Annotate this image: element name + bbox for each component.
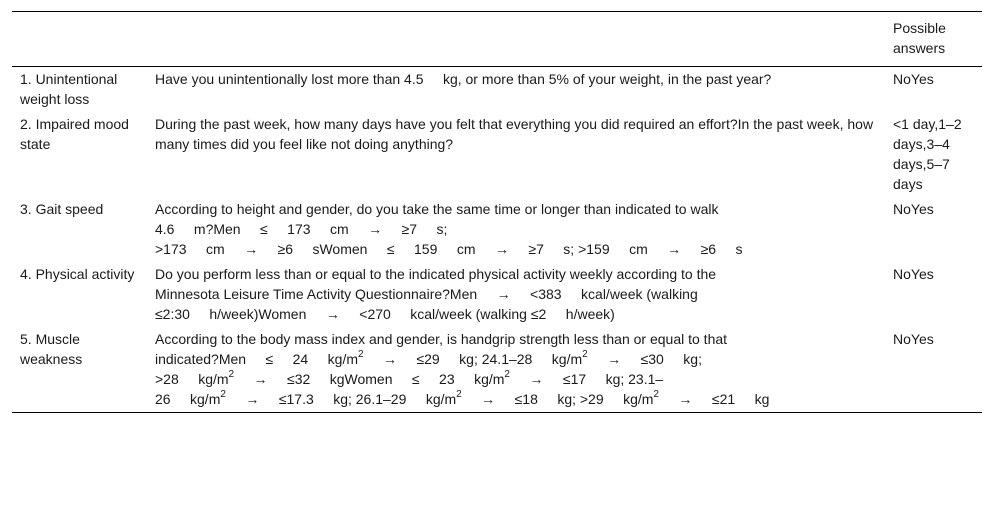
superscript: 2 [582,349,588,361]
question-line: Minnesota Leisure Time Activity Questionnaire?Men → <383 kcal/week (walking [155,286,698,302]
question-cell [147,262,885,327]
superscript: 2 [228,369,235,381]
question-line [155,389,879,409]
answers-cell: NoYes [893,331,934,347]
header-criterion [12,12,147,67]
question-text: 26 kg/m [155,391,221,407]
question-text: → ≤32 kgWomen ≤ 23 kg/m [234,371,505,387]
question-cell: Have you unintentionally lost more than 4.5 kg, or more than 5% of your weight, in the past year? [155,71,772,87]
answers-cell: NoYes [893,71,934,87]
header-possible-answers: Possible answers [893,20,946,56]
frailty-criteria-table [12,11,982,413]
criterion-cell: 2. Impaired mood state [20,116,129,152]
table-row [12,112,982,197]
question-text: → ≤21 kg [658,391,770,407]
question-line [155,369,879,389]
question-text: → ≤17 kg; 23.1– [509,371,664,387]
question-cell [147,327,885,413]
question-text: indicated?Men ≤ 24 kg/m [155,351,358,367]
answers-cell: NoYes [893,201,934,217]
question-line: According to the body mass index and gender, is handgrip strength less than or equal to that [155,331,728,347]
question-line: Do you perform less than or equal to the indicated physical activity weekly according to the [155,266,717,282]
table-row [12,197,982,262]
question-text: >28 kg/m [155,371,229,387]
question-cell: During the past week, how many days have you felt that everything you did required an effort?In the past week, how many times did you feel like not doing anything? [155,116,874,152]
table-row [12,327,982,413]
table-header-row [12,12,982,67]
frailty-table-container [12,11,982,413]
superscript: 2 [220,389,226,401]
question-cell [147,197,885,262]
question-line: >173 cm → ≥6 sWomen ≤ 159 cm → ≥7 s; >159 cm → ≥6 s [155,241,743,257]
answers-cell: <1 day,1–2 days,3–4 days,5–7 days [893,116,962,192]
question-text: → ≤18 kg; >29 kg/m [461,391,654,407]
superscript: 2 [653,389,659,401]
superscript: 2 [456,389,462,401]
question-text: → ≤30 kg; [587,351,702,367]
header-question [147,12,885,67]
question-line [155,349,879,369]
question-line: ≤2:30 h/week)Women → <270 kcal/week (walking ≤2 h/week) [155,306,615,322]
table-row [12,262,982,327]
superscript: 2 [358,349,364,361]
criterion-cell: 5. Muscle weakness [20,331,83,367]
question-text: → ≤29 kg; 24.1–28 kg/m [363,351,583,367]
table-row [12,67,982,113]
criterion-cell: 4. Physical activity [20,266,135,282]
criterion-cell: 3. Gait speed [20,201,104,217]
question-text: → ≤17.3 kg; 26.1–29 kg/m [225,391,457,407]
question-line: 4.6 m?Men ≤ 173 cm → ≥7 s; [155,221,448,237]
superscript: 2 [504,369,510,381]
answers-cell: NoYes [893,266,934,282]
question-line: According to height and gender, do you take the same time or longer than indicated to walk [155,201,719,217]
criterion-cell: 1. Unintentional weight loss [20,71,118,107]
